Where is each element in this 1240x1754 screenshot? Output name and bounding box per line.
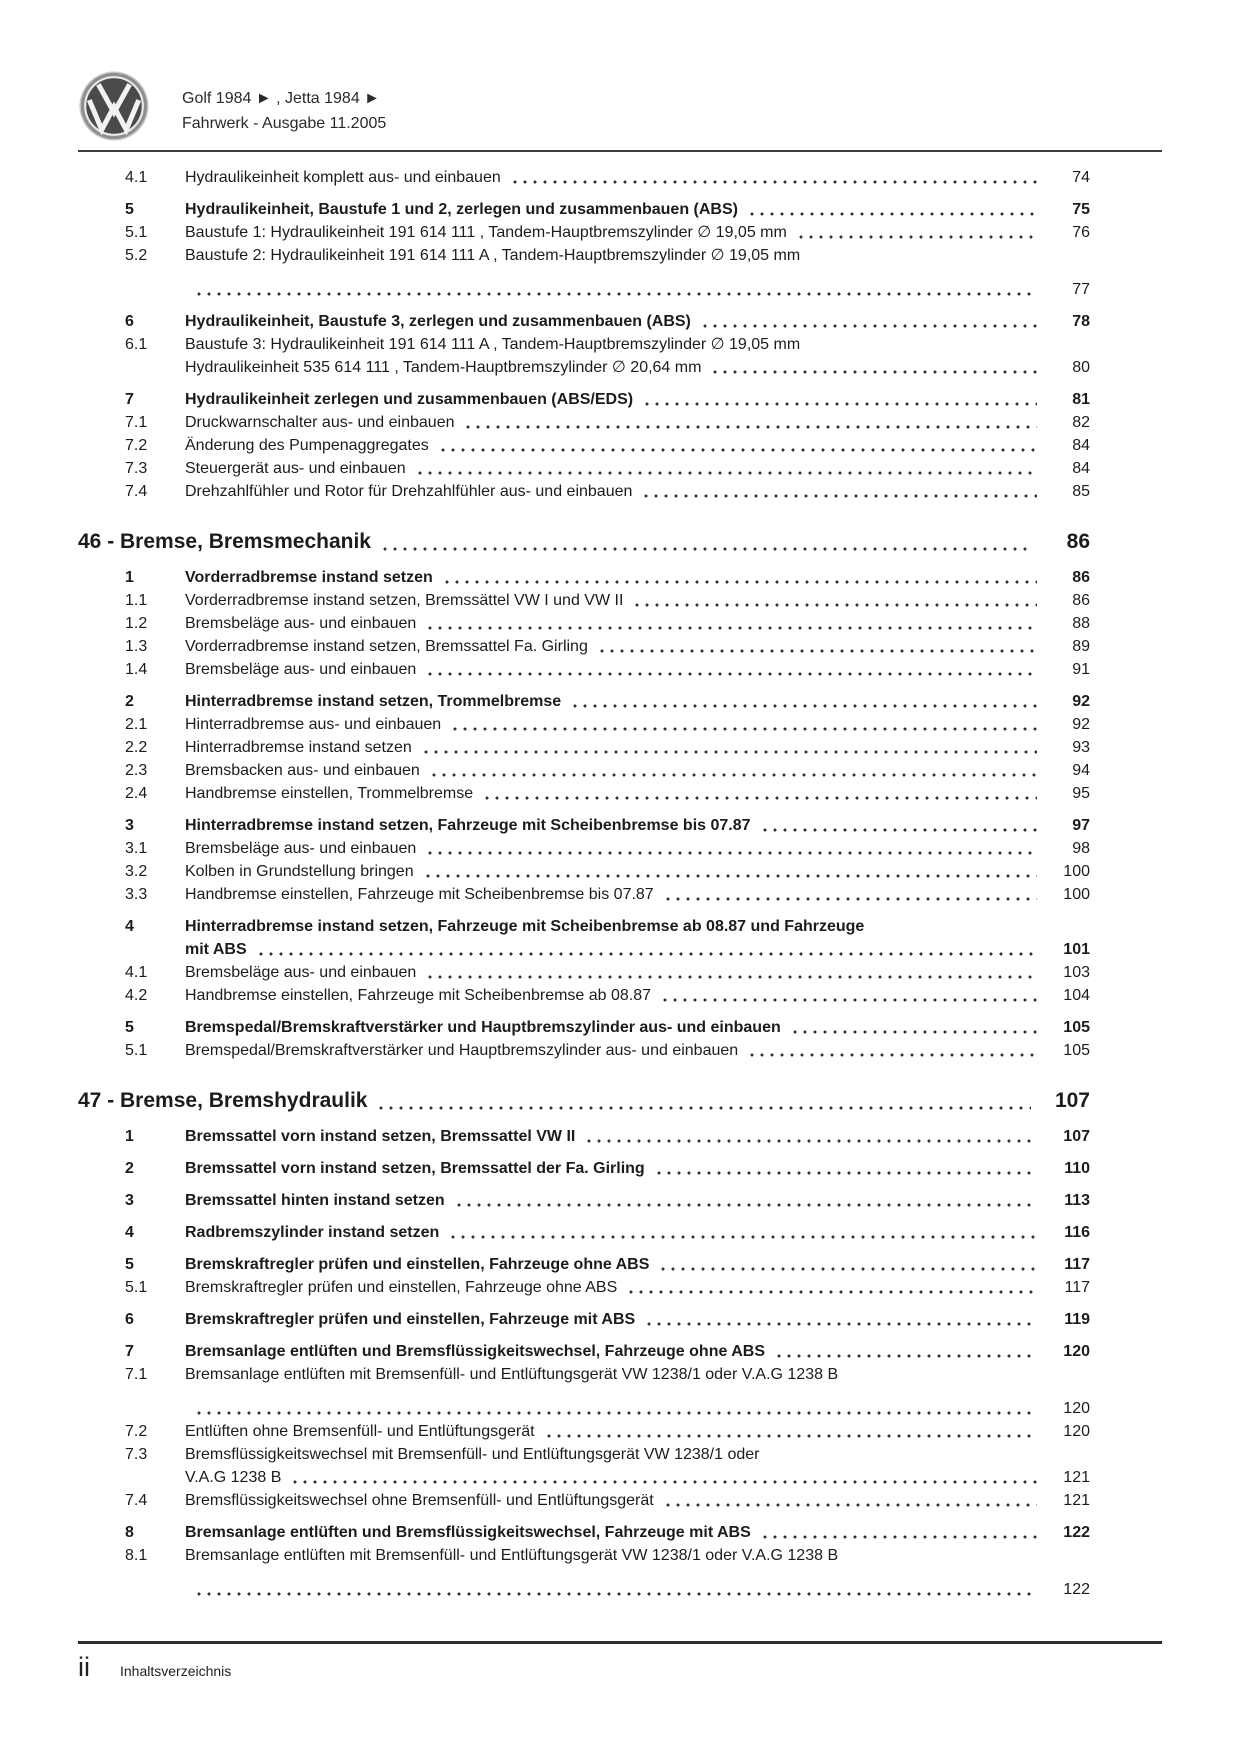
dot-leader: [446, 1228, 1037, 1244]
toc-entry-number: 3.1: [125, 840, 148, 857]
toc-entry-title: Baustufe 3: Hydraulikeinheit 191 614 111 A , Tandem-Hauptbremszylinder ∅ 19,05 mm: [185, 336, 801, 353]
toc-entry-number: 8: [125, 1524, 134, 1541]
toc-entry-page: 98: [1072, 840, 1090, 857]
dot-leader: [448, 720, 1037, 736]
dot-leader: [440, 573, 1037, 589]
toc-entry-title: Drehzahlfühler und Rotor für Drehzahlfühler aus- und einbauen: [185, 483, 633, 500]
toc-entry: [78, 736, 1090, 759]
toc-entry-page: 113: [1064, 1192, 1090, 1209]
toc-entry-title: Bremskraftregler prüfen und einstellen, Fahrzeuge mit ABS: [185, 1311, 636, 1328]
toc-entry-number: 1.4: [125, 661, 148, 678]
toc-entry-title: Handbremse einstellen, Fahrzeuge mit Scheibenbremse bis 07.87: [185, 886, 654, 903]
toc-entry-number: 7.1: [125, 414, 148, 431]
dot-leader: [423, 619, 1037, 635]
toc-entry-title: Handbremse einstellen, Fahrzeuge mit Scheibenbremse ab 08.87: [185, 987, 652, 1004]
toc-entry-number: 6: [125, 313, 134, 330]
toc-entry-number: 2.3: [125, 762, 148, 779]
toc-entry: [78, 759, 1090, 782]
toc-entry-title: Hinterradbremse aus- und einbauen: [185, 716, 442, 733]
toc-entry: [78, 1521, 1090, 1544]
toc-entry-page: 95: [1072, 785, 1090, 802]
toc: [78, 152, 1162, 1601]
toc-entry-number: 6.1: [125, 336, 148, 353]
toc-entry: [78, 1125, 1090, 1148]
toc-entry-number: 7.1: [125, 1366, 148, 1383]
toc-entry-number: 5: [125, 1256, 134, 1273]
header-title-block: [182, 70, 386, 136]
dot-leader: [595, 642, 1037, 658]
toc-entry-page: 117: [1064, 1279, 1090, 1296]
toc-entry: [78, 198, 1090, 221]
toc-entry-number: 4.1: [125, 169, 148, 186]
dot-leader: [698, 317, 1037, 333]
page-footer: [78, 1641, 1162, 1681]
vw-logo: [78, 70, 150, 142]
toc-entry-number: 1.2: [125, 615, 148, 632]
toc-entry-title2: mit ABS: [185, 941, 247, 958]
toc-entry: [78, 860, 1090, 883]
dot-leader: [652, 1164, 1037, 1180]
dot-leader: [658, 991, 1037, 1007]
toc-entry: [78, 244, 1090, 267]
toc-entry-page: 97: [1072, 817, 1090, 834]
toc-entry-number: 4.1: [125, 964, 148, 981]
toc-entry-page: 120: [1063, 1400, 1090, 1417]
dot-leader: [413, 464, 1037, 480]
dot-leader: [423, 844, 1037, 860]
dot-leader: [640, 395, 1037, 411]
toc-entry-page: 100: [1063, 863, 1090, 880]
toc-entry-page: 81: [1072, 391, 1090, 408]
toc-entry: [78, 221, 1090, 244]
toc-entry: [78, 1420, 1090, 1443]
toc-entry: [78, 411, 1090, 434]
dot-leader: [794, 228, 1037, 244]
toc-entry-title: Hinterradbremse instand setzen, Fahrzeuge mit Scheibenbremse ab 08.87 und Fahrzeuge: [185, 918, 865, 935]
toc-entry-number: 7: [125, 1343, 134, 1360]
toc-entry-number: 5: [125, 201, 134, 218]
toc-entry-continuation: [78, 1397, 1090, 1420]
toc-chapter-page: 86: [1066, 530, 1090, 553]
toc-entry-page: 120: [1063, 1423, 1090, 1440]
toc-entry-continuation: [78, 356, 1090, 379]
toc-entry-page: 122: [1063, 1581, 1090, 1598]
dot-leader: [288, 1473, 1037, 1489]
toc-entry: [78, 1016, 1090, 1039]
toc-entry-number: 3.2: [125, 863, 148, 880]
dot-leader: [624, 1283, 1037, 1299]
toc-entry-page: 101: [1063, 941, 1090, 958]
toc-entry-title: Bremsbeläge aus- und einbauen: [185, 661, 417, 678]
toc-entry: [78, 166, 1090, 189]
toc-entry: [78, 1308, 1090, 1331]
footer-section-label: Inhaltsverzeichnis: [120, 1663, 232, 1679]
toc-entry-title: Hydraulikeinheit komplett aus- und einbauen: [185, 169, 501, 186]
toc-entry-title: Bremssattel vorn instand setzen, Bremssattel der Fa. Girling: [185, 1160, 645, 1177]
dot-leader: [423, 968, 1037, 984]
toc-entry-number: 5.1: [125, 224, 148, 241]
toc-entry-title: Hydraulikeinheit zerlegen und zusammenbauen (ABS/EDS): [185, 391, 634, 408]
toc-entry-number: 4.2: [125, 987, 148, 1004]
toc-entry-number: 4: [125, 918, 134, 935]
toc-entry-number: 3: [125, 1192, 134, 1209]
toc-entry: [78, 1443, 1090, 1466]
dot-leader: [788, 1023, 1037, 1039]
toc-entry: [78, 1276, 1090, 1299]
page-header: [78, 70, 1162, 144]
toc-entry-number: 1: [125, 1128, 134, 1145]
dot-leader: [427, 766, 1037, 782]
dot-leader: [480, 789, 1037, 805]
dot-leader: [582, 1132, 1037, 1148]
toc-entry-continuation: [78, 1466, 1090, 1489]
toc-entry: [78, 612, 1090, 635]
toc-entry-title: Baustufe 1: Hydraulikeinheit 191 614 111 , Tandem-Hauptbremszylinder ∅ 19,05 mm: [185, 224, 787, 241]
dot-leader: [656, 1260, 1037, 1276]
toc-chapter-page: 107: [1054, 1089, 1090, 1112]
toc-entry: [78, 434, 1090, 457]
toc-entry-number: 6: [125, 1311, 134, 1328]
toc-entry: [78, 589, 1090, 612]
toc-chapter-heading: [78, 527, 1090, 557]
toc-entry-number: 3: [125, 817, 134, 834]
toc-entry: [78, 1544, 1090, 1567]
toc-entry-page: 110: [1064, 1160, 1090, 1177]
toc-entry-title: Steuergerät aus- und einbauen: [185, 460, 406, 477]
toc-entry: [78, 333, 1090, 356]
toc-entry: [78, 690, 1090, 713]
toc-entry-number: 7.4: [125, 1492, 148, 1509]
toc-entry: [78, 658, 1090, 681]
toc-entry-number: 5: [125, 1019, 134, 1036]
toc-entry-page: 88: [1072, 615, 1090, 632]
toc-entry-page: 107: [1063, 1128, 1090, 1145]
toc-entry-page: 119: [1064, 1311, 1090, 1328]
toc-entry: [78, 388, 1090, 411]
toc-entry: [78, 814, 1090, 837]
toc-entry-number: 7.3: [125, 460, 148, 477]
toc-entry-title: Bremskraftregler prüfen und einstellen, Fahrzeuge ohne ABS: [185, 1279, 618, 1296]
toc-entry-title: Entlüften ohne Bremsenfüll- und Entlüftungsgerät: [185, 1423, 535, 1440]
toc-entry-page: 100: [1063, 886, 1090, 903]
toc-entry-number: 2: [125, 693, 134, 710]
toc-entry-title: Hinterradbremse instand setzen, Fahrzeuge mit Scheibenbremse bis 07.87: [185, 817, 751, 834]
dot-leader: [542, 1427, 1037, 1443]
toc-entry-page: 94: [1072, 762, 1090, 779]
toc-entry-continuation: [78, 278, 1090, 301]
toc-entry-page: 86: [1072, 569, 1090, 586]
toc-entry-title2: Hydraulikeinheit 535 614 111 , Tandem-Hauptbremszylinder ∅ 20,64 mm: [185, 359, 702, 376]
dot-leader: [374, 1098, 1031, 1116]
toc-entry-title: Handbremse einstellen, Trommelbremse: [185, 785, 474, 802]
toc-entry-page: 85: [1072, 483, 1090, 500]
toc-entry-title: Baustufe 2: Hydraulikeinheit 191 614 111 A , Tandem-Hauptbremszylinder ∅ 19,05 mm: [185, 247, 801, 264]
toc-entry-page: 75: [1072, 201, 1090, 218]
toc-entry-title: Hydraulikeinheit, Baustufe 1 und 2, zerlegen und zusammenbauen (ABS): [185, 201, 738, 218]
toc-entry-title: Bremsflüssigkeitswechsel ohne Bremsenfüll- und Entlüftungsgerät: [185, 1492, 654, 1509]
toc-entry: [78, 635, 1090, 658]
toc-entry-number: 5.1: [125, 1279, 148, 1296]
dot-leader: [745, 1046, 1037, 1062]
toc-entry: [78, 1039, 1090, 1062]
toc-entry-page: 116: [1064, 1224, 1090, 1241]
toc-entry-number: 7: [125, 391, 134, 408]
toc-entry-page: 103: [1063, 964, 1090, 981]
toc-entry-number: 2: [125, 1160, 134, 1177]
toc-entry-number: 4: [125, 1224, 134, 1241]
toc-entry-title: Bremsbacken aus- und einbauen: [185, 762, 420, 779]
toc-entry-title: Hinterradbremse instand setzen, Trommelbremse: [185, 693, 562, 710]
toc-entry-number: 5.2: [125, 247, 148, 264]
toc-entry-number: 7.2: [125, 437, 148, 454]
toc-entry-continuation: [78, 938, 1090, 961]
dot-leader: [378, 539, 1031, 557]
toc-entry-page: 117: [1064, 1256, 1090, 1273]
footer-page-number: ii: [78, 1652, 90, 1682]
toc-entry: [78, 566, 1090, 589]
dot-leader: [661, 1496, 1037, 1512]
toc-chapter-title: 47 - Bremse, Bremshydraulik: [78, 1089, 368, 1112]
toc-entry: [78, 1221, 1090, 1244]
toc-entry-title: Bremsflüssigkeitswechsel mit Bremsenfüll- und Entlüftungsgerät VW 1238/1 oder: [185, 1446, 760, 1463]
toc-entry-number: 2.2: [125, 739, 148, 756]
toc-entry-title: Hydraulikeinheit, Baustufe 3, zerlegen und zusammenbauen (ABS): [185, 313, 691, 330]
toc-entry-page: 78: [1072, 313, 1090, 330]
dot-leader: [452, 1196, 1037, 1212]
toc-entry: [78, 713, 1090, 736]
dot-leader: [508, 173, 1037, 189]
toc-entry-title: Bremsanlage entlüften und Bremsflüssigkeitswechsel, Fahrzeuge ohne ABS: [185, 1343, 765, 1360]
toc-entry-title2: V.A.G 1238 B: [185, 1469, 282, 1486]
dot-leader: [568, 697, 1037, 713]
toc-entry: [78, 1340, 1090, 1363]
dot-leader: [461, 418, 1037, 434]
toc-entry-continuation: [78, 1578, 1090, 1601]
toc-entry-number: 2.4: [125, 785, 148, 802]
toc-entry: [78, 310, 1090, 333]
toc-entry-title: Bremssattel hinten instand setzen: [185, 1192, 445, 1209]
dot-leader: [639, 487, 1037, 503]
dot-leader: [745, 205, 1037, 221]
dot-leader: [630, 596, 1037, 612]
toc-entry-title: Vorderradbremse instand setzen, Bremssättel VW I und VW II: [185, 592, 624, 609]
toc-entry-title: Bremsbeläge aus- und einbauen: [185, 964, 417, 981]
toc-entry-page: 122: [1063, 1524, 1090, 1541]
toc-entry-number: 1: [125, 569, 134, 586]
toc-entry: [78, 480, 1090, 503]
toc-entry: [78, 1363, 1090, 1386]
dot-leader: [421, 867, 1037, 883]
toc-entry: [78, 457, 1090, 480]
dot-leader: [772, 1347, 1037, 1363]
toc-entry-page: 86: [1072, 592, 1090, 609]
dot-leader: [192, 285, 1037, 301]
header-model-line: Golf 1984 ► , Jetta 1984 ►: [182, 90, 381, 107]
toc-entry: [78, 782, 1090, 805]
toc-entry-title: Kolben in Grundstellung bringen: [185, 863, 414, 880]
toc-entry-title: Hinterradbremse instand setzen: [185, 739, 412, 756]
page-content: [78, 0, 1162, 1601]
toc-entry-page: 74: [1072, 169, 1090, 186]
toc-entry-number: 8.1: [125, 1547, 148, 1564]
toc-entry-page: 120: [1063, 1343, 1090, 1360]
toc-entry-page: 92: [1072, 693, 1090, 710]
dot-leader: [758, 1528, 1037, 1544]
toc-entry-title: Bremsanlage entlüften mit Bremsenfüll- und Entlüftungsgerät VW 1238/1 oder V.A.G 1238 B: [185, 1547, 839, 1564]
toc-entry: [78, 1489, 1090, 1512]
dot-leader: [254, 945, 1037, 961]
dot-leader: [758, 821, 1037, 837]
toc-entry: [78, 984, 1090, 1007]
toc-entry-title: Bremssattel vorn instand setzen, Bremssattel VW II: [185, 1128, 576, 1145]
toc-entry-title: Bremsbeläge aus- und einbauen: [185, 840, 417, 857]
toc-entry-page: 89: [1072, 638, 1090, 655]
toc-entry-title: Bremsanlage entlüften mit Bremsenfüll- und Entlüftungsgerät VW 1238/1 oder V.A.G 1238 B: [185, 1366, 839, 1383]
toc-entry-number: 7.3: [125, 1446, 148, 1463]
toc-entry-page: 80: [1072, 359, 1090, 376]
toc-entry: [78, 837, 1090, 860]
toc-entry-title: Bremspedal/Bremskraftverstärker und Hauptbremszylinder aus- und einbauen: [185, 1042, 739, 1059]
toc-entry-page: 77: [1072, 281, 1090, 298]
toc-entry-page: 84: [1072, 437, 1090, 454]
toc-entry-number: 3.3: [125, 886, 148, 903]
toc-entry-title: Vorderradbremse instand setzen, Bremssattel Fa. Girling: [185, 638, 588, 655]
toc-entry-page: 93: [1072, 739, 1090, 756]
toc-entry-number: 5.1: [125, 1042, 148, 1059]
toc-entry-page: 105: [1063, 1042, 1090, 1059]
dot-leader: [661, 890, 1037, 906]
toc-chapter-title: 46 - Bremse, Bremsmechanik: [78, 530, 371, 553]
dot-leader: [708, 363, 1037, 379]
toc-entry-page: 105: [1063, 1019, 1090, 1036]
toc-entry-page: 91: [1072, 661, 1090, 678]
dot-leader: [642, 1315, 1037, 1331]
dot-leader: [423, 665, 1037, 681]
toc-entry-number: 1.1: [125, 592, 148, 609]
toc-entry-title: Bremsanlage entlüften und Bremsflüssigkeitswechsel, Fahrzeuge mit ABS: [185, 1524, 751, 1541]
toc-entry-number: 7.4: [125, 483, 148, 500]
toc-entry-title: Änderung des Pumpenaggregates: [185, 437, 429, 454]
toc-entry-title: Bremskraftregler prüfen und einstellen, Fahrzeuge ohne ABS: [185, 1256, 650, 1273]
toc-entry-number: 2.1: [125, 716, 148, 733]
toc-entry-title: Druckwarnschalter aus- und einbauen: [185, 414, 455, 431]
dot-leader: [192, 1585, 1037, 1601]
toc-entry: [78, 961, 1090, 984]
toc-entry-page: 76: [1072, 224, 1090, 241]
toc-entry: [78, 1253, 1090, 1276]
dot-leader: [436, 441, 1037, 457]
toc-entry-title: Bremsbeläge aus- und einbauen: [185, 615, 417, 632]
toc-entry-page: 92: [1072, 716, 1090, 733]
toc-entry: [78, 915, 1090, 938]
toc-entry-page: 84: [1072, 460, 1090, 477]
toc-entry: [78, 1189, 1090, 1212]
header-edition-line: Fahrwerk - Ausgabe 11.2005: [182, 115, 387, 132]
toc-entry-title: Vorderradbremse instand setzen: [185, 569, 433, 586]
toc-chapter-heading: [78, 1086, 1090, 1116]
toc-entry-page: 121: [1063, 1469, 1090, 1486]
toc-entry-page: 121: [1063, 1492, 1090, 1509]
dot-leader: [192, 1404, 1037, 1420]
dot-leader: [419, 743, 1037, 759]
toc-entry-title: Radbremszylinder instand setzen: [185, 1224, 440, 1241]
toc-entry-number: 7.2: [125, 1423, 148, 1440]
toc-entry: [78, 1157, 1090, 1180]
toc-entry-title: Bremspedal/Bremskraftverstärker und Hauptbremszylinder aus- und einbauen: [185, 1019, 781, 1036]
toc-entry: [78, 883, 1090, 906]
toc-entry-page: 82: [1072, 414, 1090, 431]
toc-entry-page: 104: [1063, 987, 1090, 1004]
toc-entry-number: 1.3: [125, 638, 148, 655]
